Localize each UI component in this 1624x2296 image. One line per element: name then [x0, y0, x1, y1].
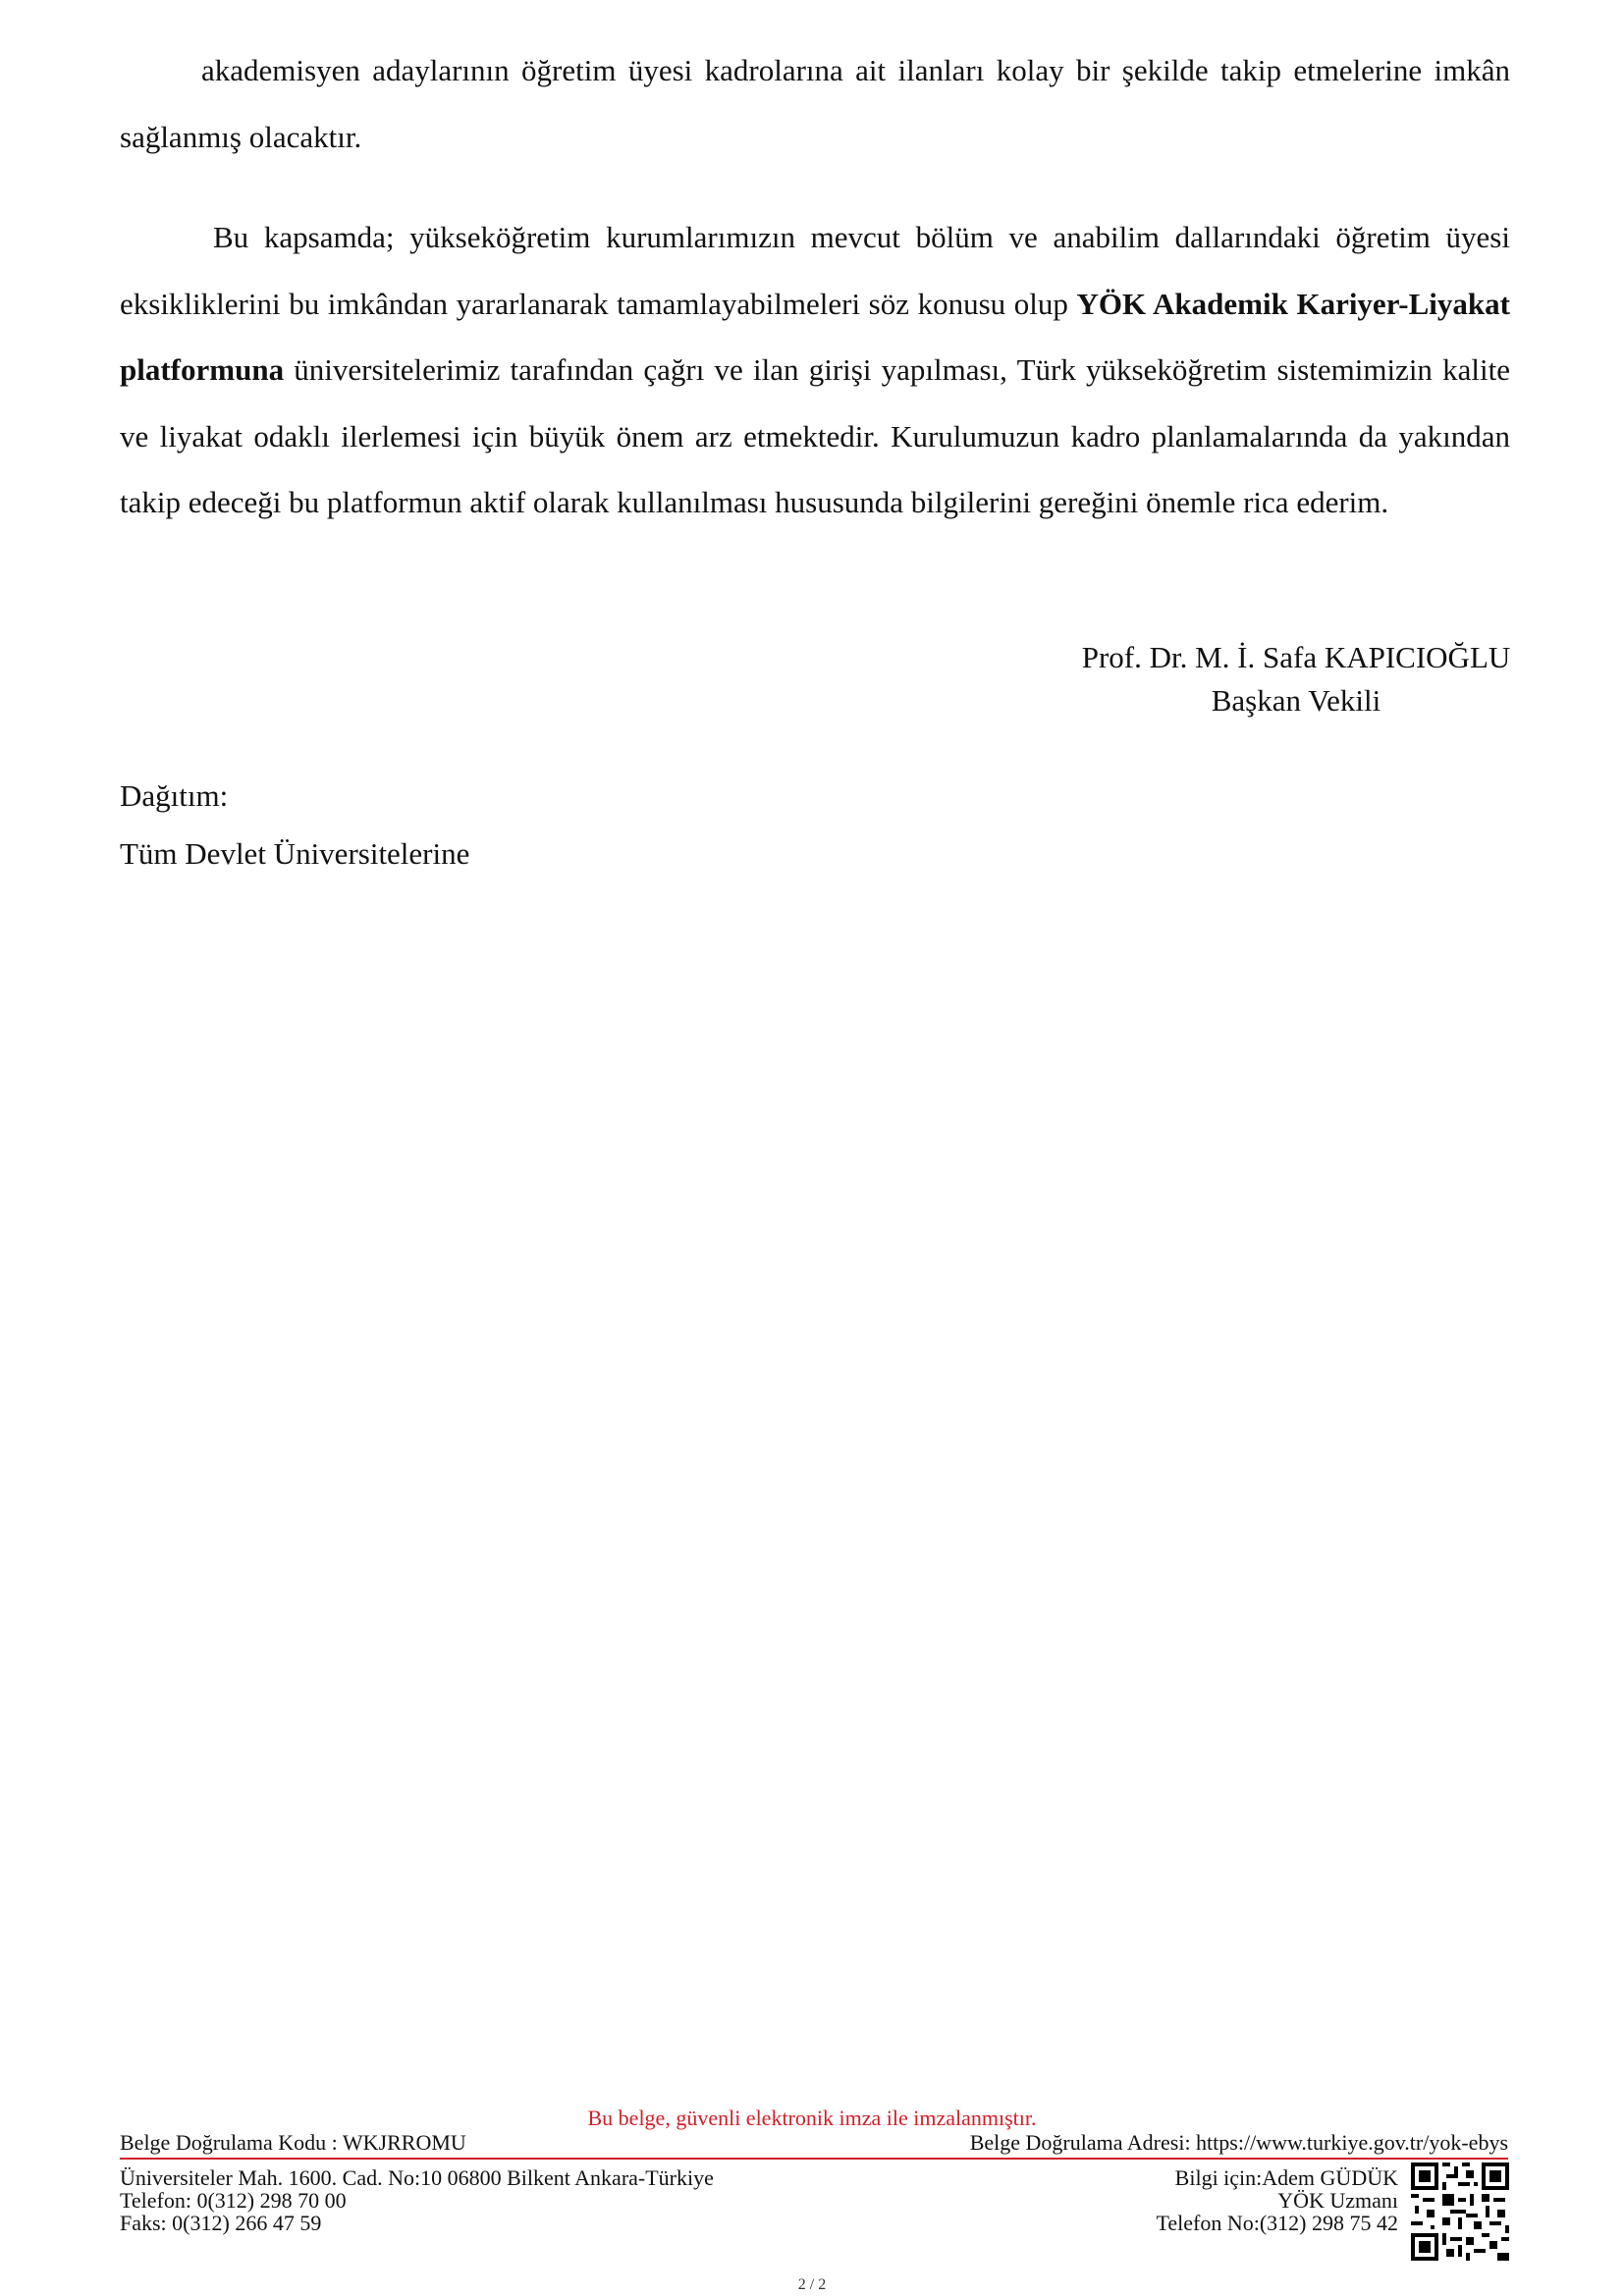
info-phone: Telefon No:(312) 298 75 42: [1156, 2211, 1398, 2235]
e-signature-note: Bu belge, güvenli elektronik imza ile imzalanmıştır.: [587, 2106, 1037, 2130]
paragraph-2-text-end: üniversitelerimiz tarafından çağrı ve ilan girişi yapılması, Türk yükseköğretim sistemimizin kalite ve liyakat odaklı ilerlemesi için büyük önem arz etmektedir. Kurulumuzun kadro planlamalarında da yakından takip edeceği bu platformun aktif olarak kullanılması hususunda bilgilerini gereğini önemle rica ederim.: [120, 352, 1510, 519]
signatory-title: Başkan Vekili: [1211, 683, 1381, 718]
footer-divider: [120, 2158, 1508, 2160]
paragraph-2: [120, 204, 1510, 536]
info-contact: Bilgi için:Adem GÜDÜK: [1174, 2165, 1398, 2190]
platform-name: YÖK Akademik Kariyer-Liyakat platformuna: [120, 286, 1510, 387]
paragraph-1: akademisyen adaylarının öğretim üyesi kadrolarına ait ilanları kolay bir şekilde takip etmelerine imkân sağlanmış olacaktır.: [120, 53, 1510, 154]
signatory-name: Prof. Dr. M. İ. Safa KAPICIOĞLU: [1081, 640, 1511, 674]
verification-code: Belge Doğrulama Kodu : WKJRROMU: [120, 2130, 466, 2155]
paragraph-2-text: Bu kapsamda; yükseköğretim kurumlarımızın mevcut bölüm ve anabilim dallarındaki öğretim üyesi eksikliklerini bu imkândan yararlanarak tamamlayabilmeleri söz konusu olup: [120, 220, 1510, 321]
footer-fax: Faks: 0(312) 266 47 59: [120, 2211, 322, 2235]
footer-address: Üniversiteler Mah. 1600. Cad. No:10 06800 Bilkent Ankara-Türkiye: [120, 2165, 714, 2190]
verification-address: Belge Doğrulama Adresi: https://www.turkiye.gov.tr/yok-ebys: [969, 2130, 1508, 2155]
qr-code-icon: [1411, 2163, 1509, 2261]
info-title: YÖK Uzmanı: [1277, 2188, 1398, 2213]
page-number: 2 / 2: [797, 2276, 827, 2293]
distribution-heading: Dağıtım:: [120, 778, 229, 813]
distribution-recipients: Tüm Devlet Üniversitelerine: [120, 836, 470, 871]
footer-phone: Telefon: 0(312) 298 70 00: [120, 2188, 347, 2213]
